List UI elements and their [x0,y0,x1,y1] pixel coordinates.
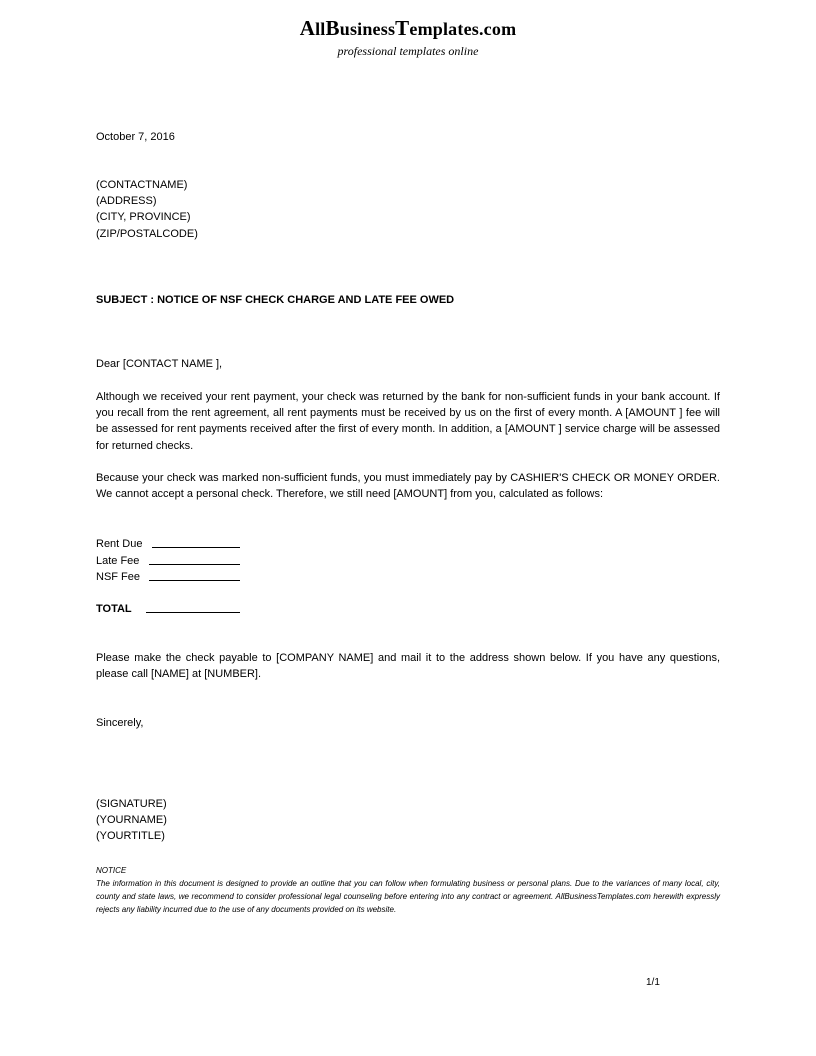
brand-letter: T [395,16,410,40]
page-number: 1/1 [646,977,660,988]
brand-text: ll [315,19,326,39]
fee-blank-line [149,564,240,565]
brand-letter: B [325,16,340,40]
fee-label: TOTAL [96,602,132,615]
fee-blank-line [146,612,240,613]
page-header [0,16,816,59]
fee-label: Rent Due [96,538,143,550]
brand-tagline: professional templates online [337,44,479,58]
letter-date: October 7, 2016 [96,131,175,143]
signature-line: (SIGNATURE) [96,798,167,810]
fee-blank-line [149,580,240,581]
brand-text: emplates.com [409,19,517,39]
fee-row-late-fee [96,553,720,570]
brand-letter: A [299,16,316,40]
signature-block [96,796,720,845]
address-line: (ADDRESS) [96,195,157,208]
signature-line: (YOURTITLE) [96,830,165,843]
brand-text: usiness [339,19,396,39]
signature-line: (YOURNAME) [96,814,167,827]
address-line: (CITY, PROVINCE) [96,211,191,224]
fee-row-nsf-fee [96,569,720,586]
address-line: (ZIP/POSTALCODE) [96,227,198,240]
letter-salutation: Dear [CONTACT NAME ], [96,358,223,370]
brand-logo-text [0,16,816,42]
notice-text: The information in this document is designed to provide an outline that you can follow when formulating business or personal plans. Due to the variances of many local, city, county and state laws, we recommend to consider professional legal counseling before entering into any contract or agreement. AllBusinessTemplates.com herewith expressly rejects any liability incurred due to the use of any documents provided on its website. [96,879,720,914]
address-line: (CONTACTNAME) [96,179,188,191]
paragraph-payment-method: Because your check was marked non-sufficient funds, you must immediately pay by CASHIER'S CHECK OR MONEY ORDER. We cannot accept a personal check. Therefore, we still need [AMOUNT] from you, calculated as follows: [96,472,720,501]
fee-blank-line [152,547,240,548]
fee-table [96,536,720,617]
letter-subject: SUBJECT : NOTICE OF NSF CHECK CHARGE AND LATE FEE OWED [96,294,455,306]
legal-notice [96,864,720,916]
fee-label: Late Fee [96,554,140,567]
fee-row-rent-due [96,536,720,553]
letter-closing: Sincerely, [96,717,144,729]
paragraph-returned-check: Although we received your rent payment, your check was returned by the bank for non-sufficient funds in your bank account. If you recall from the rent agreement, all rent payments must be received by us on the first of every month. A [AMOUNT ] fee will be assessed for rent payments received after the first of every month. In addition, a [AMOUNT ] service charge will be assessed for returned checks. [96,391,720,452]
paragraph-payable-to: Please make the check payable to [COMPANY NAME] and mail it to the address shown below. If you have any questions, please call [NAME] at [NUMBER]. [96,652,720,681]
fee-row-total [96,601,720,618]
recipient-address [96,177,720,242]
notice-title: NOTICE [96,866,127,875]
fee-label: NSF Fee [96,571,141,583]
